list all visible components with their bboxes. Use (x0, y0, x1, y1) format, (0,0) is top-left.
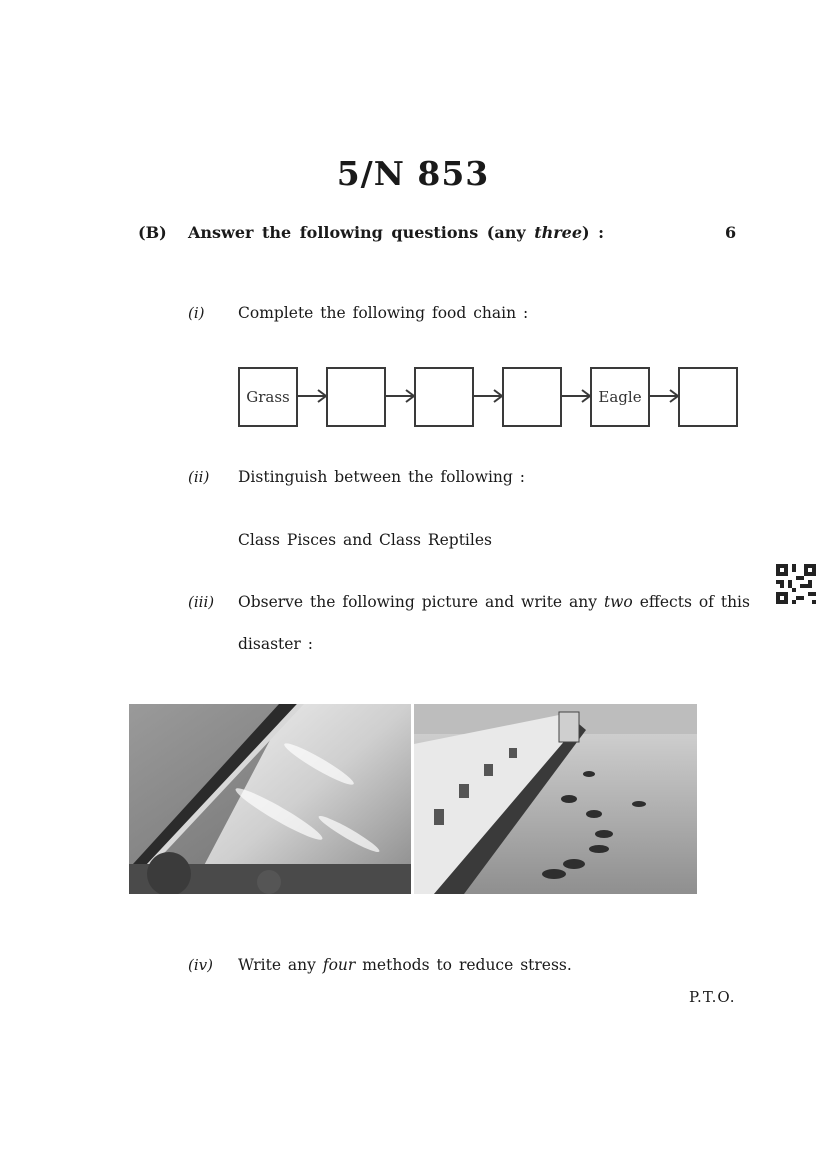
question-text-iv-start: Write any (238, 956, 323, 974)
flood-dam-photo (129, 704, 411, 894)
question-text-iii-continued: disaster : (238, 635, 313, 653)
food-chain-box (326, 367, 386, 427)
instruction-text: Answer the following questions (any (188, 223, 535, 242)
question-text-iv (238, 956, 572, 974)
arrow-right-icon (648, 388, 680, 404)
arrow-right-icon (560, 388, 592, 404)
arrow-right-icon (384, 388, 416, 404)
question-number-iii: (iii) (188, 593, 215, 611)
qr-code-icon (776, 564, 816, 604)
question-text-iv-end: methods to reduce stress. (355, 956, 572, 974)
pto-label: P.T.O. (689, 988, 736, 1006)
question-text-iv-emphasis: four (322, 956, 356, 974)
question-number-ii: (ii) (188, 468, 210, 486)
food-chain-box: Eagle (590, 367, 650, 427)
food-chain-box (414, 367, 474, 427)
arrow-right-icon (472, 388, 504, 404)
section-marks: 6 (725, 223, 737, 242)
question-text-i: Complete the following food chain : (238, 304, 529, 322)
question-detail-ii: Class Pisces and Class Reptiles (238, 531, 492, 549)
paper-code: 5/N 853 (336, 154, 490, 193)
question-text-iii-start: Observe the following picture and write any (238, 593, 604, 611)
section-instruction (188, 223, 604, 242)
food-chain-box (678, 367, 738, 427)
food-chain-box: Grass (238, 367, 298, 427)
instruction-text-end: ) : (582, 223, 605, 242)
question-text-iii-end: effects of this (632, 593, 750, 611)
section-label: (B) (138, 223, 167, 242)
question-text-iii (238, 593, 750, 611)
arrow-right-icon (296, 388, 328, 404)
flooded-railway-photo (414, 704, 697, 894)
food-chain-diagram (238, 365, 740, 429)
question-text-ii: Distinguish between the following : (238, 468, 525, 486)
instruction-emphasis: three (534, 223, 583, 242)
question-number-i: (i) (188, 304, 205, 322)
question-text-iii-emphasis: two (603, 593, 633, 611)
food-chain-box (502, 367, 562, 427)
question-number-iv: (iv) (188, 956, 213, 974)
